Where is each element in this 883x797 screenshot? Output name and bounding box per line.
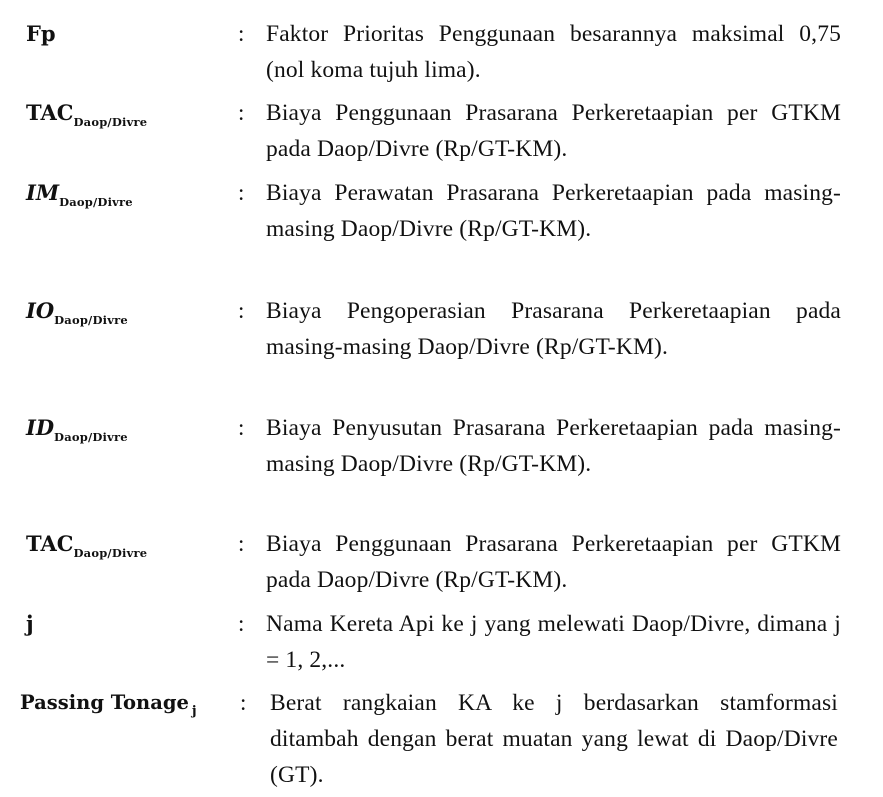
definition-text: Biaya Perawatan Prasarana Perkeretaapian pada masing-masing Daop/Divre (Rp/GT-KM).	[266, 180, 841, 242]
term-im	[26, 175, 133, 214]
term-label: Fp	[26, 21, 56, 46]
term-subscript: Daop/Divre	[73, 115, 148, 129]
colon-separator: :	[238, 531, 245, 556]
term-label: TAC	[26, 100, 74, 125]
colon-separator: :	[238, 180, 245, 205]
definition-text: Faktor Prioritas Penggunaan besarannya maksimal 0,75 (nol koma tujuh lima).	[266, 21, 841, 83]
colon-separator: :	[238, 100, 245, 125]
term-fp	[26, 16, 56, 52]
definition-text: Biaya Penggunaan Prasarana Perkeretaapian per GTKM pada Daop/Divre (Rp/GT-KM).	[266, 531, 841, 593]
colon-separator: :	[238, 298, 245, 323]
term-label: IM	[26, 180, 60, 205]
term-subscript: Daop/Divre	[73, 546, 148, 560]
definition-text: Biaya Penggunaan Prasarana Perkeretaapian per GTKM pada Daop/Divre (Rp/GT-KM).	[266, 100, 841, 162]
term-tac	[26, 526, 147, 565]
term-subscript: Daop/Divre	[59, 195, 133, 209]
colon-separator: :	[238, 415, 245, 440]
colon-separator: :	[240, 690, 247, 715]
term-passing-tonage	[20, 685, 197, 724]
colon-separator: :	[238, 611, 245, 636]
term-io	[26, 293, 128, 332]
term-label: Passing Tonage	[20, 691, 189, 714]
colon-separator: :	[238, 21, 245, 46]
definition-text: Berat rangkaian KA ke j berdasarkan stamformasi ditambah dengan berat muatan yang lewat di Daop/Divre (GT).	[270, 690, 838, 788]
definition-text: Biaya Pengoperasian Prasarana Perkeretaapian pada masing-masing Daop/Divre (Rp/GT-KM).	[266, 298, 841, 360]
term-subscript: Daop/Divre	[54, 313, 128, 327]
term-subscript: Daop/Divre	[54, 430, 128, 444]
term-label: j	[26, 611, 34, 636]
term-subscript: j	[191, 704, 197, 719]
term-tac	[26, 95, 147, 134]
term-label: ID	[26, 415, 55, 440]
term-label: TAC	[26, 531, 74, 556]
definition-text: Biaya Penyusutan Prasarana Perkeretaapian pada masing-masing Daop/Divre (Rp/GT-KM).	[266, 415, 841, 477]
term-label: IO	[26, 298, 55, 323]
definition-text: Nama Kereta Api ke j yang melewati Daop/Divre, dimana j = 1, 2,...	[266, 611, 841, 673]
term-id	[26, 410, 128, 449]
term-j	[26, 606, 34, 642]
